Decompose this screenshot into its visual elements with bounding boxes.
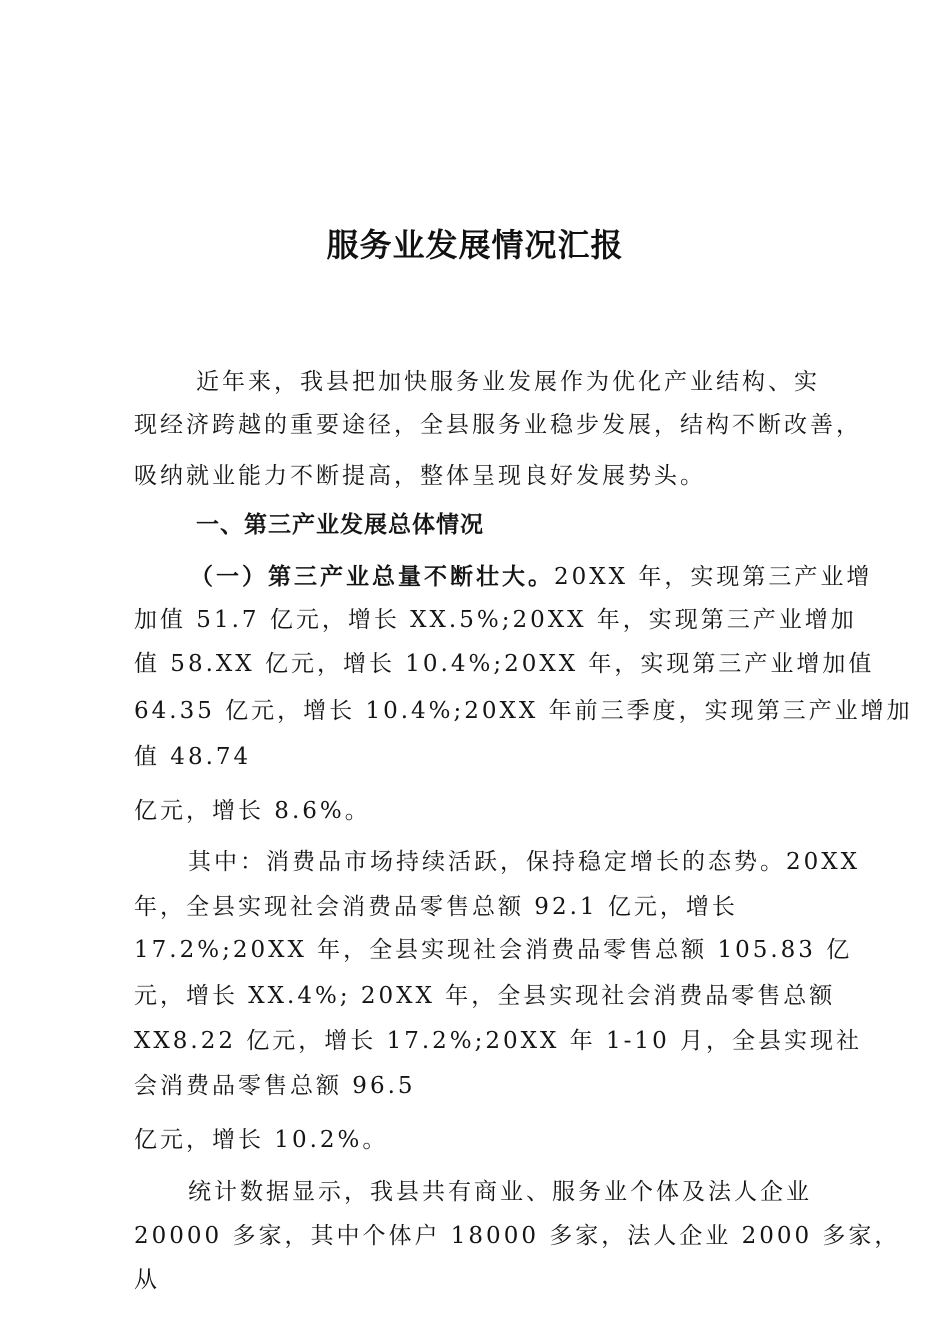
- paragraph-line: 17.2%;20XX 年，全县实现社会消费品零售总额 105.83 亿: [134, 937, 853, 963]
- paragraph-line: 年，全县实现社会消费品零售总额 92.1 亿元，增长: [134, 894, 738, 920]
- document-title: 服务业发展情况汇报: [326, 226, 624, 264]
- paragraph-line: [190, 563, 872, 591]
- paragraph-line: 亿元，增长 10.2%。: [134, 1127, 389, 1153]
- paragraph-line: 吸纳就业能力不断提高，整体呈现良好发展势头。: [134, 463, 706, 489]
- paragraph-line: 现经济跨越的重要途径，全县服务业稳步发展，结构不断改善，: [134, 412, 862, 438]
- paragraph-line: 加值 51.7 亿元，增长 XX.5%;20XX 年，实现第三产业增加: [134, 607, 857, 633]
- paragraph-line: 统计数据显示，我县共有商业、服务业个体及法人企业: [188, 1179, 812, 1205]
- paragraph-line: 64.35 亿元，增长 10.4%;20XX 年前三季度，实现第三产业增加: [134, 698, 913, 724]
- paragraph-line: 值 48.74: [134, 744, 252, 770]
- paragraph-line: XX8.22 亿元，增长 17.2%;20XX 年 1-10 月，全县实现社: [134, 1028, 863, 1054]
- paragraph-line: 20000 多家，其中个体户 18000 多家，法人企业 2000 多家，: [134, 1223, 901, 1249]
- paragraph-line: 值 58.XX 亿元，增长 10.4%;20XX 年，实现第三产业增加值: [134, 651, 875, 677]
- paragraph-line: 亿元，增长 8.6%。: [134, 798, 371, 824]
- paragraph-line: 从: [134, 1267, 160, 1293]
- section-heading: 一、第三产业发展总体情况: [196, 512, 484, 538]
- paragraph-line: 近年来，我县把加快服务业发展作为优化产业结构、实: [196, 369, 820, 395]
- subsection-heading: （一）第三产业总量不断壮大。: [190, 564, 554, 590]
- paragraph-line: 会消费品零售总额 96.5: [134, 1073, 416, 1099]
- paragraph-line: 元，增长 XX.4%; 20XX 年，全县实现社会消费品零售总额: [134, 983, 836, 1009]
- paragraph-line: 其中：消费品市场持续活跃，保持稳定增长的态势。20XX: [188, 849, 861, 875]
- paragraph-text: 20XX 年，实现第三产业增: [554, 564, 873, 590]
